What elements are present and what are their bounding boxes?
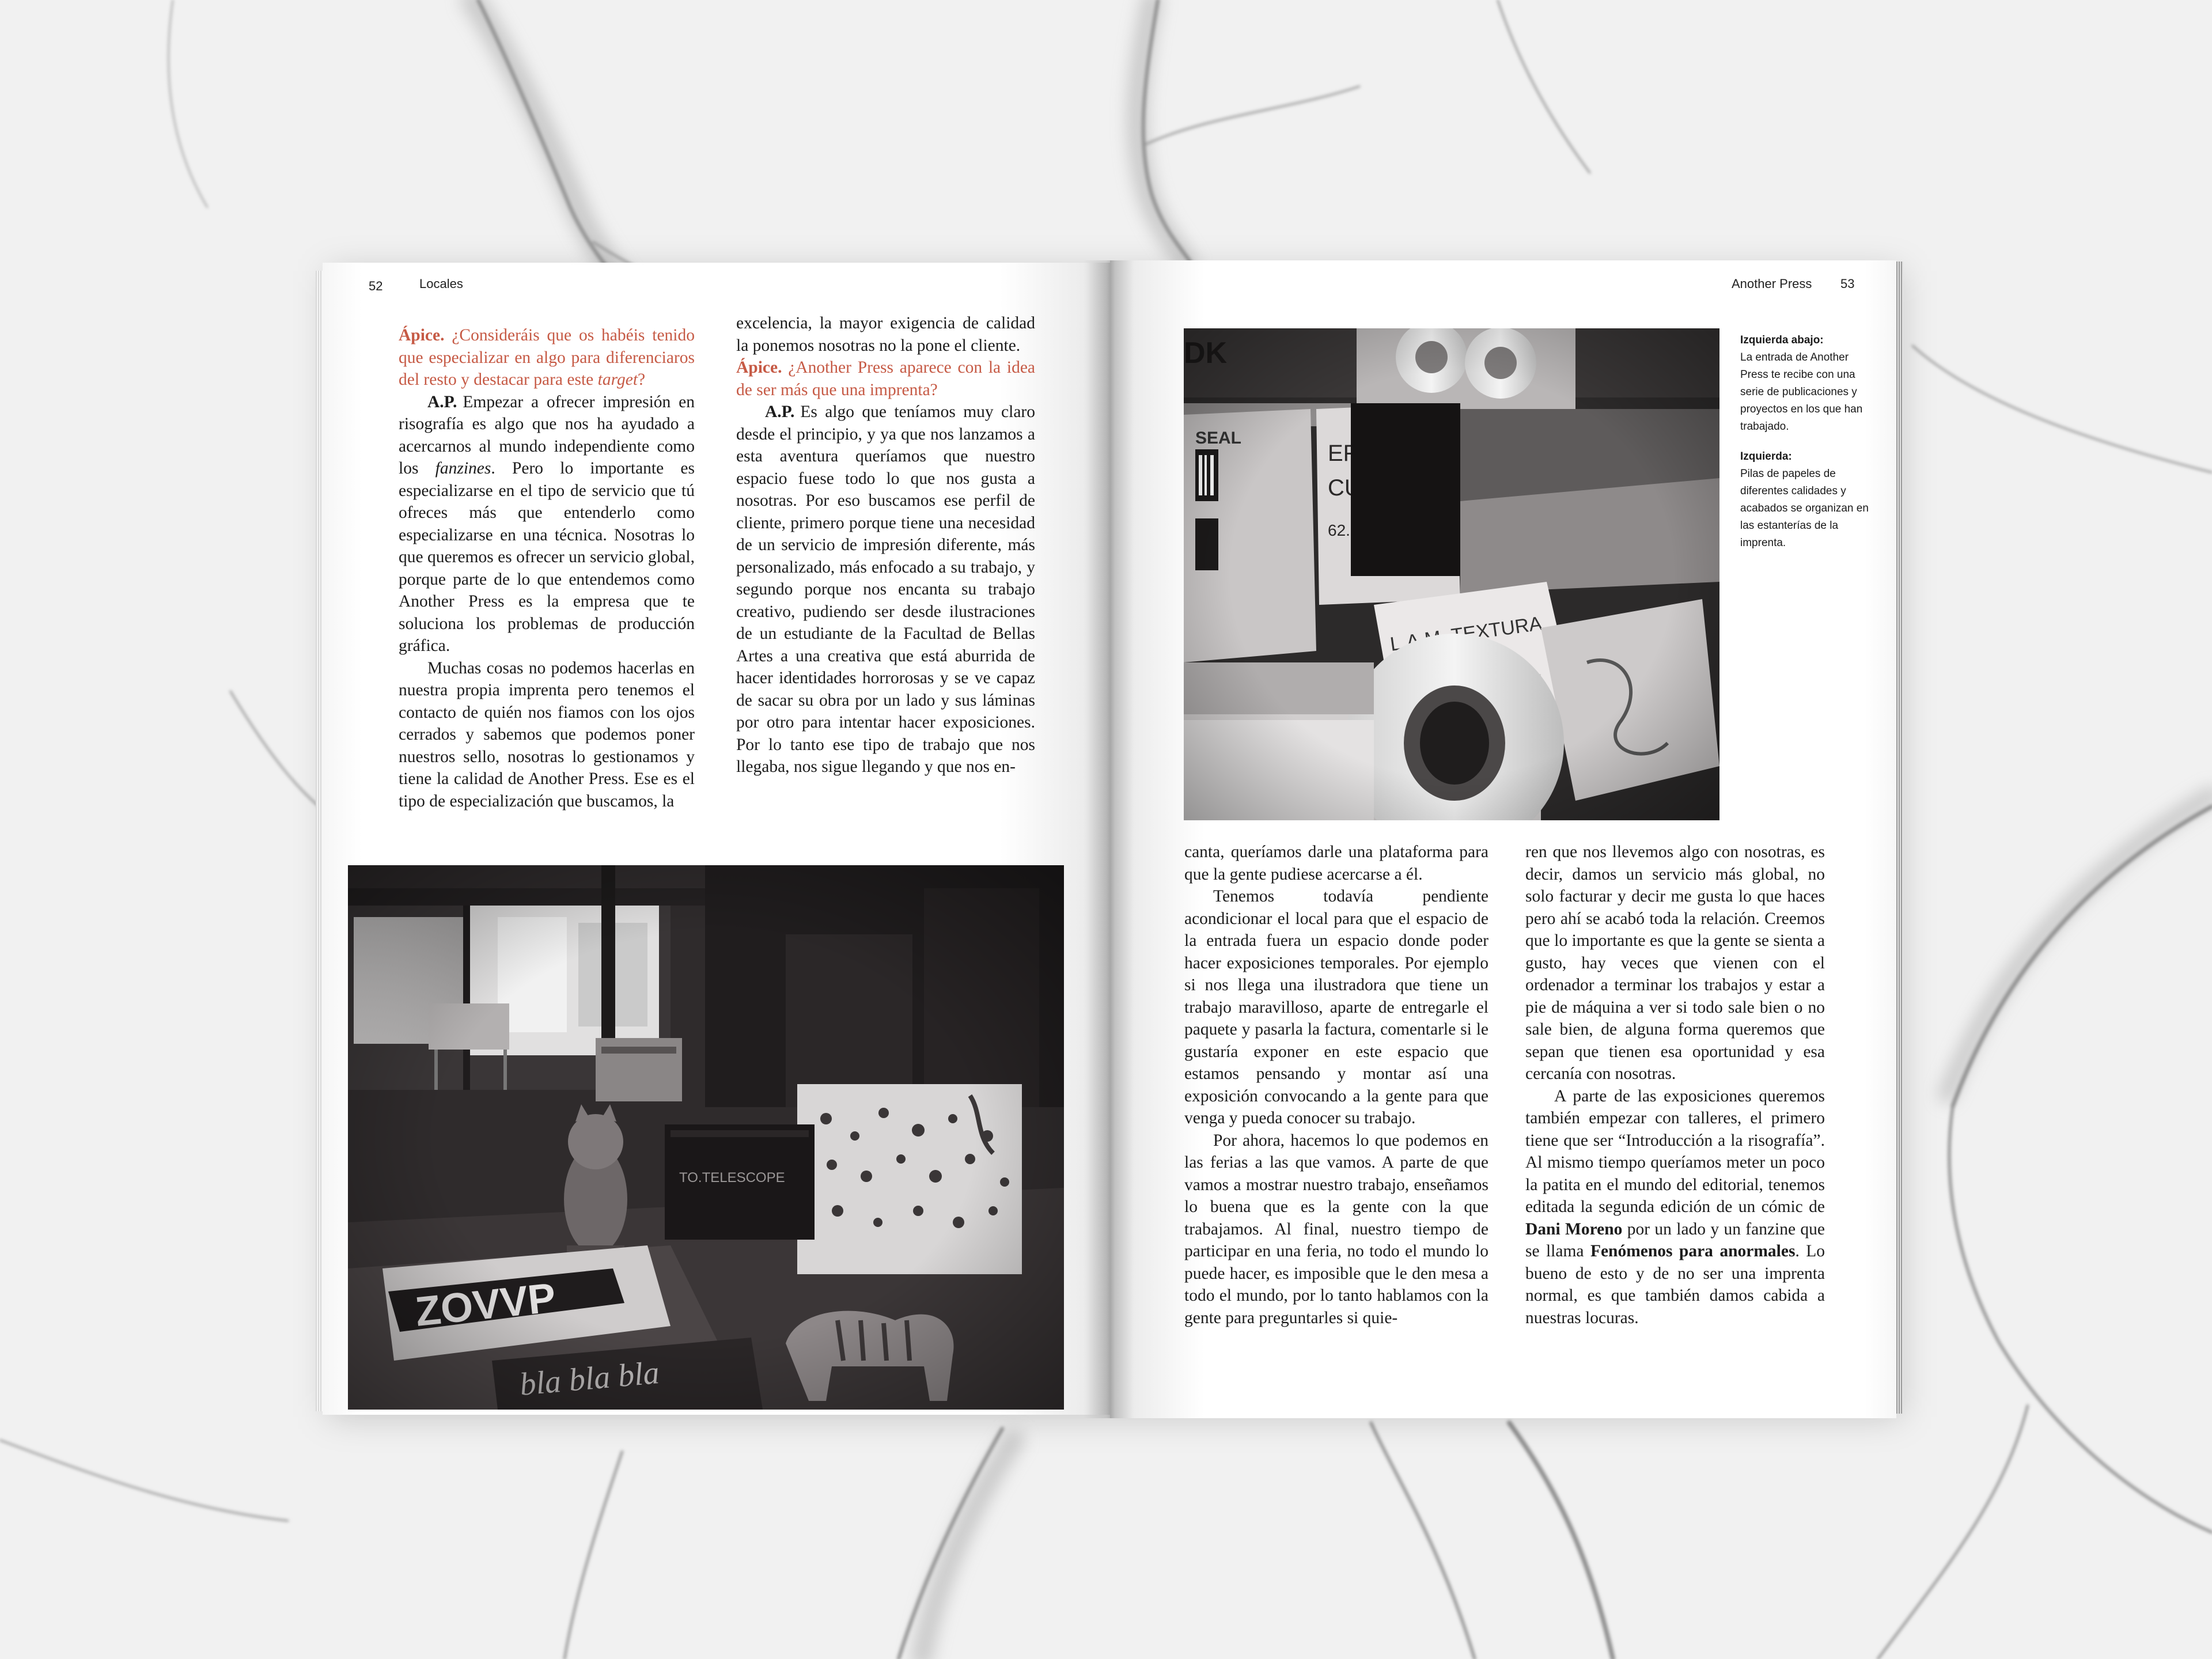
caption-heading: Izquierda: [1740, 450, 1792, 463]
answer-text: Es algo que teníamos muy claro desde el principio, y ya que nos lanzamos a esta aventura queríamos que nuestro espacio fuese todo lo que nos gusta a nosotras. Por eso buscamos ese perfil de cliente, primero porque tiene una necesidad de un servicio de impresión diferente, más personalizado, más enfocado a su trabajo, y segundo porque nos encanta su trabajo creativo, pudiendo ser desde ilustraciones de un estudiante de la Facultad de Bellas Artes a una creativa que está aburrida de hacer identidades horrorosas y se ve capaz de sacar su obra por un lado y sus láminas por otro para intentar hacer exposiciones. Por lo tanto ese tipo de trabajo que nos llegaba, nos sigue llegando y que nos en- [736, 403, 1035, 776]
answer-text-a: Empezar a ofrecer impresión en risografía es algo que nos ha ayudado a acercarnos al mundo independiente como los [399, 392, 695, 478]
question-text: ¿Consideráis que os habéis tenido que especializar en algo para diferenciaros del resto y destacar para este [399, 326, 695, 389]
answer-text-b: . Pero lo importante es especializarse en el tipo de servicio que tú ofreces más que entenderlo como especializarse en una técnica. Nosotras lo que queremos es ofrecer un servicio global, porque parte de lo que entendemos como Another Press es la empresa que te soluciona los problemas de producción gráfica. [399, 459, 695, 655]
left-column-1 [399, 324, 695, 812]
answer-1 [399, 391, 695, 657]
text-segment: A parte de las exposiciones queremos también empezar con talleres, el primero tiene que ser “Introducción a la risografía”. Al mismo tiempo queríamos meter un poco la patita en el mundo del editorial, tenemos editada la segunda edición de un cómic de [1525, 1086, 1825, 1216]
paragraph: Tenemos todavía pendiente acondicionar el local para que el espacio de la entrada fuera un espacio donde poder hacer exposiciones temporales. Por ejemplo si nos llega una ilustradora que tiene un trabajo maravilloso, aparte de entregarle el paquete y pasarla la factura, comentarle si le gustaría exponer en este espacio que estamos pensando y montar así una exposición convocando a la gente para que venga y pueda conocer su trabajo. [1184, 887, 1488, 1127]
paragraph: canta, queríamos darle una plataforma para que la gente pudiese acercarse a él. [1184, 843, 1488, 884]
author-name: Dani Moreno [1525, 1219, 1623, 1238]
question-label: Ápice. [736, 358, 782, 377]
right-column-1 [1184, 841, 1488, 1329]
answer-italic: fanzines [435, 459, 491, 478]
running-head-right: Another Press [1732, 276, 1812, 291]
question-2 [736, 357, 1035, 401]
paragraph-with-names [1525, 1085, 1825, 1330]
paragraph: excelencia, la mayor exigencia de calidad la ponemos nosotras no la pone el cliente. [736, 314, 1035, 355]
paragraph: Por ahora, hacemos lo que podemos en las ferias a las que vamos. A parte de que vamos a mostrar nuestro trabajo, enseñamos lo buena que es la gente con la que trabajamos. Al final, nuestro tiempo de participar en una feria, no todo el mundo lo puede hacer, es imposible que le den mesa a todo el mundo, por lo tanto hablamos con la gente para preguntarles si quie- [1184, 1131, 1488, 1327]
right-page [1110, 260, 1896, 1418]
photo-entrance [348, 865, 1064, 1410]
paragraph: ren que nos llevemos algo con nosotras, es decir, damos un servicio más global, no solo facturar y decir me gusta lo que haces pero ahí se acabó toda la relación. Creemos que lo importante es que la gente se sienta a gusto, hay veces que vienen con el ordenador a terminar los trabajos y estar a pie de máquina a ver si todo sale bien o no sale bien, de alguna forma queremos que sepan que tienen esa oportunidad y esa cercanía con nosotras. [1525, 843, 1825, 1083]
answer-label: A.P. [427, 392, 457, 411]
question-1 [399, 324, 695, 391]
left-column-2 [736, 312, 1035, 778]
right-column-2 [1525, 841, 1825, 1329]
question-text: ¿Another Press aparece con la idea de ser más que una imprenta? [736, 358, 1036, 399]
running-head-left: Locales [419, 276, 463, 291]
fanzine-name: Fenómenos para anormales [1590, 1242, 1796, 1260]
answer-label: A.P. [765, 403, 795, 421]
left-page [323, 263, 1110, 1415]
text-segment: . Lo bueno de esto y de no ser una imprenta normal, es que también damos cabida a nuestras locuras. [1525, 1242, 1825, 1327]
book-gutter-shadow [1083, 260, 1135, 1418]
paragraph: Muchas cosas no podemos hacerlas en nuestra propia imprenta pero tenemos el contacto de quién nos fiamos con los ojos cerrados y sabemos que podemos poner nuestros sello, nosotras lo gestionamos y tiene la calidad de Another Press. Ese es el tipo de especialización que buscamos, la [399, 658, 695, 810]
folio-left: 52 [369, 279, 383, 293]
answer-2 [736, 401, 1035, 778]
caption-block [1740, 332, 1873, 565]
question-label: Ápice. [399, 326, 445, 344]
question-end: ? [638, 370, 646, 389]
caption-text: La entrada de Another Press te recibe con una serie de publicaciones y proyectos en los que han trabajado. [1740, 351, 1863, 433]
caption-text: Pilas de papeles de diferentes calidades y acabados se organizan en las estanterías de la imprenta. [1740, 468, 1869, 549]
folio-right: 53 [1840, 276, 1855, 291]
text-segment: por un lado y un fanzine que se llama [1525, 1219, 1825, 1260]
question-italic: target [597, 370, 638, 389]
photo-paper-stacks [1184, 328, 1719, 820]
caption-heading: Izquierda abajo: [1740, 334, 1824, 346]
